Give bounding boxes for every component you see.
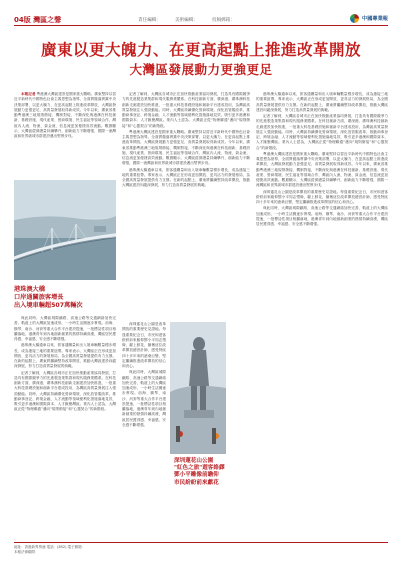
photo-caption-statue: 深圳蓮花山公園 "紅色之旅"遊客絡繹 鄧小平雕像前瞻仰 市民紛紛前來獻花 bbox=[174, 458, 225, 486]
article-paragraph: 記者了解到，大灣區各城市正在加快推動產業協同發展，打造具有國際競爭力的先進製造業集群和現代服務業體系。在科技創新方面，廣深港、廣珠澳科技創新走廊建設加快推進，一批重大科技基礎設施和創新平台建成投用，為灣區高質量發展注入強勁動能。同時，大灣區持續優化營商環境，深化放管服改革，推動商事登記、跨境金融、人才流動等領域便利化措施落地見效，吸引更多港澳和國際資本、人才匯聚灣區。業內人士認為，大灣區正從“物理聯通”邁向“規則銜接”和“心靈契合”的新階段。 bbox=[122, 92, 250, 128]
article-paragraph: 與此同時，大灣區城際鐵路、高速公路等交通網絡加快完善，軌道上的大灣區加速成形，一小時生活圈逐步實現。前海、橫琴、南沙、河套等重大合作平台建設提速，一批標誌性項目相繼落地，港澳青年到內地創新創業的熱情持續高漲，灣區居民獲得感、幸福感、安全感不斷增強。 bbox=[122, 370, 166, 427]
main-headline: 廣東以更大魄力、在更高起點上推進改革開放 bbox=[40, 41, 361, 59]
article-column-2 bbox=[14, 316, 116, 538]
article-paragraph: 記者了解到，大灣區各城市正在加快推動產業協同發展，打造具有國際競爭力的先進製造業集群和現代服務業體系。在科技創新方面，廣深港、廣珠澳科技創新走廊建設加快推進，一批重大科技基礎設施和創新平台建成投用，為灣區高質量發展注入強勁動能。同時，大灣區持續優化營商環境，深化放管服改革，推動商事登記、跨境金融、人才流動等領域便利化措施落地見效，吸引更多港澳和國際資本、人才匯聚灣區。業內人士認為，大灣區正從“物理聯通”邁向“規則銜接”和“心靈契合”的新階段。 bbox=[14, 370, 116, 412]
footer-address: 地址：香港新界葵涌 電話：(852) 電子郵箱： bbox=[14, 545, 86, 549]
article-column-3 bbox=[122, 92, 250, 316]
masthead-logo bbox=[350, 14, 388, 25]
logo-text: 中國專業報 bbox=[362, 16, 388, 22]
article-paragraph: 港珠澳大橋通車以來，旅客通關量和出入境車輛數量穩步增長，成為連接三地的重要紐帶。專家表示，大灣區正在形成更加開放、更具活力的發展格局，為全國高質量發展提供有力支撐。在新的起點上，廣東將繼續堅持改革開放，推動大灣區建設向縱深發展，努力打造高質量發展的典範。 bbox=[256, 92, 388, 112]
reporter-byline: 本報記者 bbox=[21, 92, 36, 96]
article-paragraph: 與此同時，大灣區城際鐵路、高速公路等交通網絡加快完善，軌道上的大灣區加速成形，一小時生活圈逐步實現。前海、橫琴、南沙、河套等重大合作平台建設提速，一批標誌性項目相繼落地，港澳青年到內地創新創業的熱情持續高漲，灣區居民獲得感、幸福感、安全感不斷增強。 bbox=[256, 206, 388, 226]
article-column-1 bbox=[14, 92, 116, 176]
page-header bbox=[14, 10, 388, 26]
article-column-4 bbox=[122, 322, 166, 538]
article-paragraph: 粵港澳大灣區建設是國家重大戰略。廣東堅持以習近平新時代中國特色社會主義思想為指導，全面貫徹落實黨中央決策部署，以更大魄力、在更高起點上推進改革開放，大灣區發展動力更強更足，高質量發展取得新成效。今年以來，廣東省推動粵港澳三地規則銜接、機制對接，不斷深化與港澳在科技創新、基礎設施、現代產業、營商環境、民生福祉等領域合作，灣區內人流、物流、資金流、信息流更加便捷高效流動。數據顯示，大灣區經濟總量持續攀升，創新能力不斷增強，國際一流灣區和世界級城市群建設邁出堅實步伐。 bbox=[14, 92, 116, 138]
logo-icon bbox=[350, 14, 359, 23]
page-label: 04版 灣區之聲 bbox=[14, 16, 62, 24]
editor-label: 責任編輯： bbox=[138, 18, 161, 23]
article-column-5 bbox=[256, 92, 388, 538]
page-footer bbox=[14, 542, 388, 555]
article-paragraph: 港珠澳大橋通車以來，旅客通關量和出入境車輛數量穩步增長，成為連接三地的重要紐帶。專家表示，大灣區正在形成更加開放、更具活力的發展格局，為全國高質量發展提供有力支撐。在新的起點上，廣東將繼續堅持改革開放，推動大灣區建設向縱深發展，努力打造高質量發展的典範。 bbox=[14, 343, 116, 369]
photo-caption-bridge: 港珠澳大橋 口岸通關旅客增長 出入境車輛超507萬輛次 bbox=[14, 286, 83, 309]
statue-photo bbox=[170, 322, 226, 454]
article-paragraph: 與此同時，大灣區城際鐵路、高速公路等交通網絡加快完善，軌道上的大灣區加速成形，一小時生活圈逐步實現。前海、橫琴、南沙、河套等重大合作平台建設提速，一批標誌性項目相繼落地，港澳青年到內地創新創業的熱情持續高漲，灣區居民獲得感、幸福感、安全感不斷增強。 bbox=[14, 316, 116, 341]
article-paragraph: 深圳蓮花山公園是改革開放的重要歷史見證地。每逢重要紀念日，市民和遊客紛紛前來瞻仰鄧小平同志塑像，獻上鮮花，緬懷這位改革開放總設計師，感受特區四十多年來的滄桑巨變，堅定繼續推進改革開放的信心和決心。 bbox=[122, 322, 166, 368]
article-paragraph: 深圳蓮花山公園是改革開放的重要歷史見證地。每逢重要紀念日，市民和遊客紛紛前來瞻仰鄧小平同志塑像，獻上鮮花，緬懷這位改革開放總設計師，感受特區四十多年來的滄桑巨變，堅定繼續推進改革開放的信心和決心。 bbox=[256, 189, 388, 204]
article-paragraph: 粵港澳大灣區建設是國家重大戰略。廣東堅持以習近平新時代中國特色社會主義思想為指導，全面貫徹落實黨中央決策部署，以更大魄力、在更高起點上推進改革開放，大灣區發展動力更強更足，高質量發展取得新成效。今年以來，廣東省推動粵港澳三地規則銜接、機制對接，不斷深化與港澳在科技創新、基礎設施、現代產業、營商環境、民生福祉等領域合作，灣區內人流、物流、資金流、信息流更加便捷高效流動。數據顯示，大灣區經濟總量持續攀升，創新能力不斷增強，國際一流灣區和世界級城市群建設邁出堅實步伐。 bbox=[256, 151, 388, 188]
footer-legal: 本報法律顧問： bbox=[14, 549, 39, 554]
editor-info bbox=[78, 17, 350, 25]
article-paragraph: 粵港澳大灣區建設是國家重大戰略。廣東堅持以習近平新時代中國特色社會主義思想為指導，全面貫徹落實黨中央決策部署，以更大魄力、在更高起點上推進改革開放，大灣區發展動力更強更足，高質量發展取得新成效。今年以來，廣東省推動粵港澳三地規則銜接、機制對接，不斷深化與港澳在科技創新、基礎設施、現代產業、營商環境、民生福祉等領域合作，灣區內人流、物流、資金流、信息流更加便捷高效流動。數據顯示，大灣區經濟總量持續攀升，創新能力不斷增強，國際一流灣區和世界級城市群建設邁出堅實步伐。 bbox=[122, 129, 250, 166]
sub-headline: 大灣區發展動力更強更足 bbox=[129, 62, 273, 77]
designer-label: 美術編輯： bbox=[174, 18, 198, 23]
article-paragraph: 港珠澳大橋通車以來，旅客通關量和出入境車輛數量穩步增長，成為連接三地的重要紐帶。專家表示，大灣區正在形成更加開放、更具活力的發展格局，為全國高質量發展提供有力支撐。在新的起點上，廣東將繼續堅持改革開放，推動大灣區建設向縱深發展，努力打造高質量發展的典範。 bbox=[122, 167, 250, 188]
email-label: 投稿郵箱： bbox=[211, 18, 235, 23]
article-paragraph: 記者了解到，大灣區各城市正在加快推動產業協同發展，打造具有國際競爭力的先進製造業集群和現代服務業體系。在科技創新方面，廣深港、廣珠澳科技創新走廊建設加快推進，一批重大科技基礎設施和創新平台建成投用，為灣區高質量發展注入強勁動能。同時，大灣區持續優化營商環境，深化放管服改革，推動商事登記、跨境金融、人才流動等領域便利化措施落地見效，吸引更多港澳和國際資本、人才匯聚灣區。業內人士認為，大灣區正從“物理聯通”邁向“規則銜接”和“心靈契合”的新階段。 bbox=[256, 114, 388, 150]
bridge-photo bbox=[14, 180, 116, 280]
